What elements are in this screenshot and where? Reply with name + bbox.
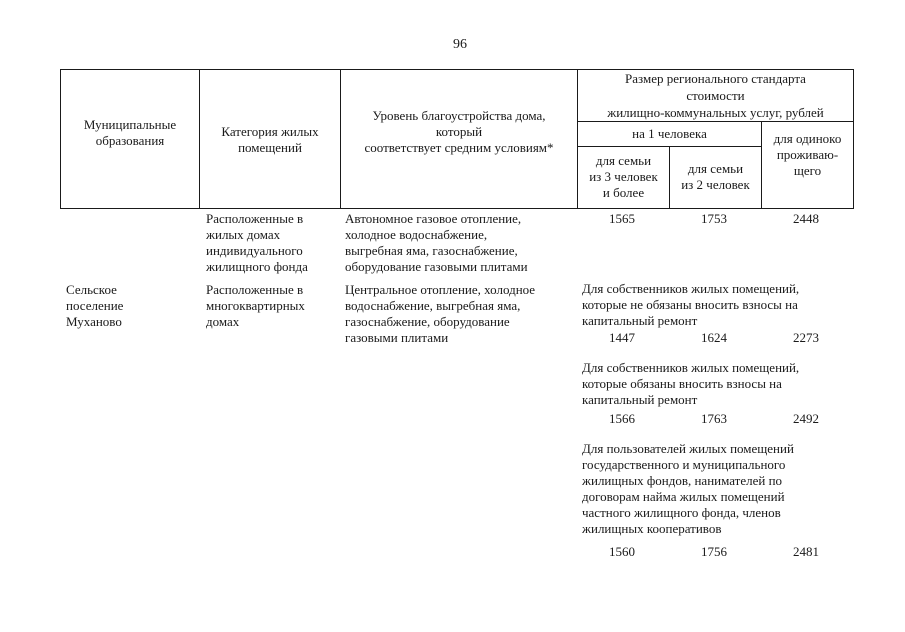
header-text-line: и более <box>602 185 645 200</box>
header-per-person: на 1 человека <box>632 126 707 141</box>
page-number: 96 <box>453 37 467 52</box>
row1-value-single: 2448 <box>793 211 819 226</box>
cell-line: Автономное газовое отопление, <box>345 211 522 226</box>
header-text-line: который <box>435 124 483 139</box>
cell-line: Расположенные в <box>206 282 304 297</box>
group1-value-family3: 1447 <box>609 330 635 345</box>
header-single <box>763 131 852 179</box>
group-label-line: которые обязаны вносить взносы на <box>582 376 782 391</box>
cell-line: индивидуального <box>206 243 303 258</box>
cell-line: жилищного фонда <box>206 259 308 274</box>
cell-line: холодное водоснабжение, <box>345 227 488 242</box>
municipality-line: поселение <box>66 298 124 313</box>
header-text-line: соответствует средним условиям* <box>364 140 554 155</box>
group1-label <box>582 281 852 329</box>
cell-line: Расположенные в <box>206 211 304 226</box>
group2-value-family2: 1763 <box>701 411 727 426</box>
group-label-line: капитальный ремонт <box>582 313 698 328</box>
group3-label <box>582 441 852 537</box>
cell-line: выгребная яма, газоснабжение, <box>345 243 518 258</box>
row1-category <box>206 211 340 275</box>
col-border-1 <box>199 69 200 208</box>
header-text-line: Уровень благоустройства дома, <box>372 108 546 123</box>
header-text-line: Категория жилых <box>221 124 319 139</box>
group2-value-single: 2492 <box>793 411 819 426</box>
header-municipal <box>62 117 198 149</box>
municipality-line: Муханово <box>66 314 122 329</box>
group2-label <box>582 360 852 408</box>
header-text-line: для семьи <box>687 161 744 176</box>
group3-value-family3: 1560 <box>609 544 635 559</box>
cell-line: оборудование газовыми плитами <box>345 259 528 274</box>
row1-value-family2: 1753 <box>701 211 727 226</box>
header-family-2 <box>671 161 760 193</box>
group-label-line: капитальный ремонт <box>582 392 698 407</box>
group3-value-family2: 1756 <box>701 544 727 559</box>
group1-value-family2: 1624 <box>701 330 727 345</box>
group-label-line: частного жилищного фонда, членов <box>582 505 781 520</box>
header-text-line: образования <box>95 133 165 148</box>
col-border-5 <box>761 121 762 208</box>
cell-line: домах <box>206 314 240 329</box>
group-label-line: жилищных кооперативов <box>582 521 722 536</box>
group-label-line: Для собственников жилых помещений, <box>582 360 800 375</box>
group3-value-single: 2481 <box>793 544 819 559</box>
header-bottom-border <box>60 208 854 209</box>
col-border-4 <box>669 146 670 208</box>
col-border-3 <box>577 69 578 208</box>
header-size <box>579 70 852 121</box>
col-border-6 <box>853 69 854 208</box>
group-label-line: Для собственников жилых помещений, <box>582 281 800 296</box>
cell-line: многоквартирных <box>206 298 305 313</box>
header-text-line: стоимости <box>686 88 745 103</box>
col-border-0 <box>60 69 61 208</box>
subheader-border <box>577 121 854 122</box>
cell-line: жилых домах <box>206 227 281 242</box>
cell-line: Центральное отопление, холодное <box>345 282 536 297</box>
header-text-line: помещений <box>238 140 302 155</box>
header-text-line: жилищно-коммунальных услуг, рублей <box>607 105 824 120</box>
header-family-3 <box>579 153 668 201</box>
header-text-line: щего <box>793 163 822 178</box>
municipality-name <box>66 282 196 330</box>
cell-line: водоснабжение, выгребная яма, <box>345 298 521 313</box>
group-label-line: которые не обязаны вносить взносы на <box>582 297 798 312</box>
header-category <box>201 124 339 156</box>
header-text-line: из 3 человек <box>589 169 658 184</box>
cell-line: газоснабжение, оборудование <box>345 314 510 329</box>
group-label-line: Для пользователей жилых помещений <box>582 441 794 456</box>
row1-level <box>345 211 577 275</box>
group-label-line: государственного и муниципального <box>582 457 786 472</box>
cell-line: газовыми плитами <box>345 330 449 345</box>
row1-value-family3: 1565 <box>609 211 635 226</box>
header-text-line: проживаю- <box>776 147 839 162</box>
header-level <box>342 108 576 156</box>
group-label-line: жилищных фондов, нанимателей по <box>582 473 783 488</box>
municipality-line: Сельское <box>66 282 117 297</box>
header-text-line: для одиноко <box>773 131 842 146</box>
col-border-2 <box>340 69 341 208</box>
header-text-line: Размер регионального стандарта <box>625 71 806 86</box>
header-text-line: Муниципальные <box>83 117 177 132</box>
group1-value-single: 2273 <box>793 330 819 345</box>
header-text-line: для семьи <box>595 153 652 168</box>
row2-category <box>206 282 340 330</box>
group2-value-family3: 1566 <box>609 411 635 426</box>
row2-level <box>345 282 577 346</box>
group-label-line: договорам найма жилых помещений <box>582 489 785 504</box>
header-text-line: из 2 человек <box>681 177 750 192</box>
